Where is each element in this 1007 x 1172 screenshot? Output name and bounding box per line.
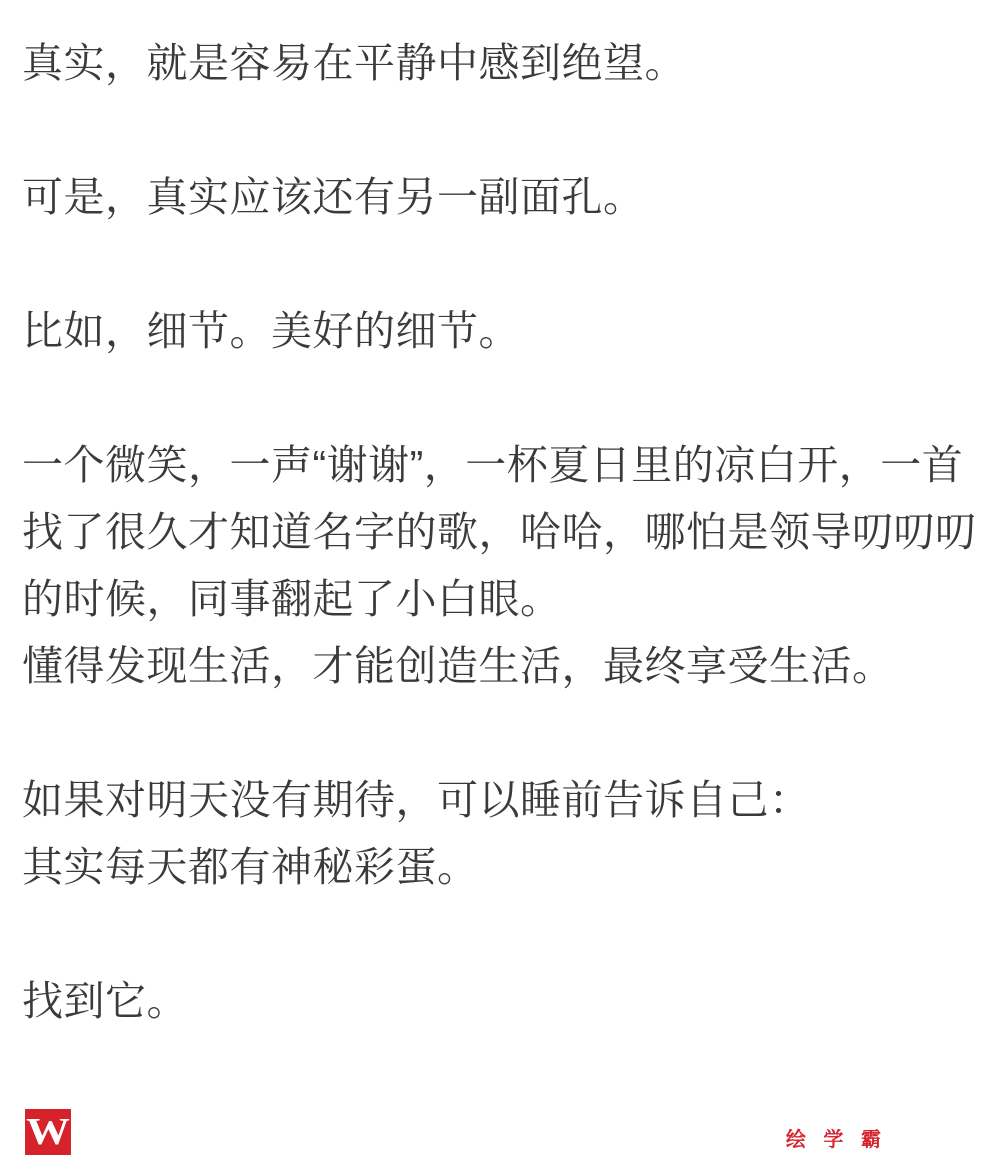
- paragraph-5: 懂得发现生活，才能创造生活，最终享受生活。: [22, 643, 894, 689]
- paragraph-3: 比如，细节。美好的细节。: [22, 308, 520, 354]
- paragraph-spacer: [22, 231, 985, 298]
- paragraph-7: 其实每天都有神秘彩蛋。: [22, 844, 479, 890]
- paragraph-1: 真实，就是容易在平静中感到绝望。: [22, 40, 686, 86]
- paragraph-spacer: [22, 901, 985, 968]
- paragraph-2: 可是，真实应该还有另一副面孔。: [22, 174, 645, 220]
- watermark-brand-text: 绘 学 霸: [785, 1129, 887, 1151]
- paragraph-spacer: [22, 700, 985, 767]
- paragraph-8: 找到它。: [22, 978, 188, 1024]
- watermark-logo-icon: [22, 1106, 74, 1158]
- paragraph-6: 如果对明天没有期待，可以睡前告诉自己：: [22, 777, 811, 823]
- paragraph-4: 一个微笑，一声“谢谢”，一杯夏日里的凉白开，一首找了很久才知道名字的歌，哈哈，哪怕是领导叨叨叨的时候，同事翻起了小白眼。: [22, 442, 977, 622]
- paragraph-spacer: [22, 97, 985, 164]
- paragraph-spacer: [22, 365, 985, 432]
- watermark-logo-letter: W: [26, 1111, 70, 1153]
